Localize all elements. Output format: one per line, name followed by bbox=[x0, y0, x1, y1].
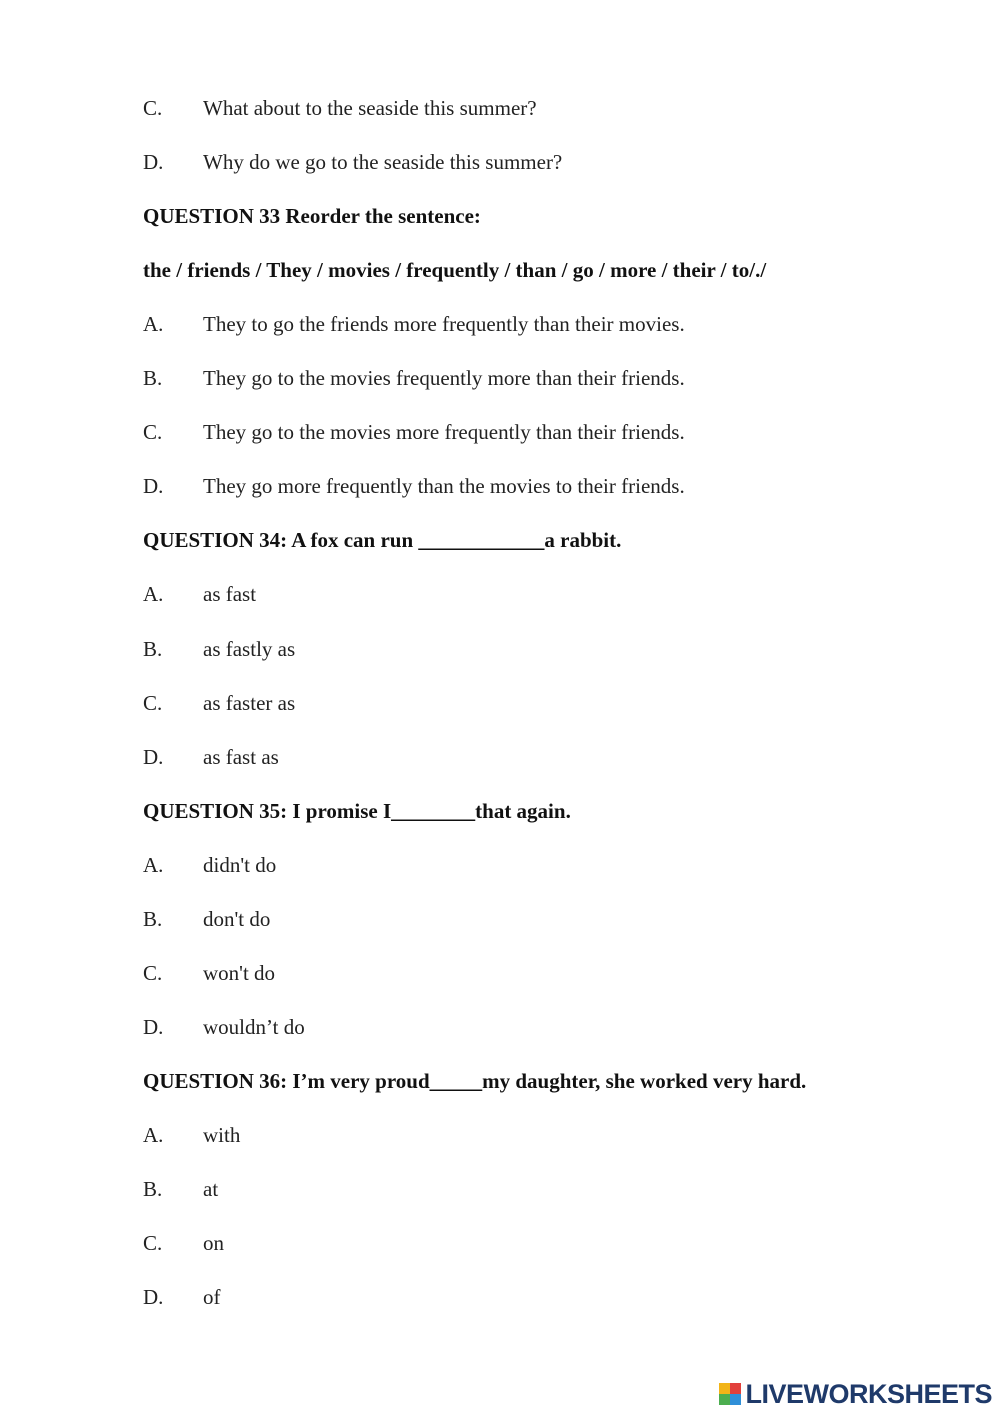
question-text: QUESTION 33 Reorder the sentence: bbox=[143, 204, 481, 228]
option-text: They to go the friends more frequently than their movies. bbox=[203, 312, 685, 336]
option-text: as fastly as bbox=[203, 637, 296, 661]
option-text: don't do bbox=[203, 907, 271, 931]
option-letter: D. bbox=[143, 474, 164, 498]
option-letter: C. bbox=[143, 961, 163, 985]
option-letter: A. bbox=[143, 312, 164, 336]
option-text: They go to the movies more frequently than their friends. bbox=[203, 420, 685, 444]
answer-option bbox=[143, 364, 685, 392]
answer-option bbox=[143, 959, 275, 987]
answer-option bbox=[143, 310, 685, 338]
liveworksheets-logo-icon bbox=[719, 1383, 741, 1405]
option-letter: B. bbox=[143, 907, 163, 931]
answer-option bbox=[143, 418, 685, 446]
option-text: as fast as bbox=[203, 745, 279, 769]
option-text: as faster as bbox=[203, 691, 296, 715]
answer-option bbox=[143, 1283, 221, 1311]
option-letter: B. bbox=[143, 1177, 163, 1201]
option-text: at bbox=[203, 1177, 219, 1201]
option-letter: A. bbox=[143, 582, 164, 606]
option-letter: C. bbox=[143, 1231, 163, 1255]
option-text: They go more frequently than the movies to their friends. bbox=[203, 474, 685, 498]
option-letter: B. bbox=[143, 637, 163, 661]
option-text: wouldn’t do bbox=[203, 1015, 305, 1039]
option-letter: C. bbox=[143, 691, 163, 715]
liveworksheets-wordmark: LIVEWORKSHEETS bbox=[745, 1378, 992, 1409]
answer-option bbox=[143, 472, 685, 500]
answer-option bbox=[143, 905, 270, 933]
question-text: QUESTION 36: I’m very proud_____my daughter, she worked very hard. bbox=[143, 1069, 807, 1093]
answer-option bbox=[143, 580, 256, 608]
answer-option bbox=[143, 851, 276, 879]
question-text: QUESTION 35: I promise I________that again. bbox=[143, 799, 571, 823]
option-letter: D. bbox=[143, 745, 164, 769]
option-text: What about to the seaside this summer? bbox=[203, 96, 537, 120]
answer-option bbox=[143, 1229, 224, 1257]
option-text: Why do we go to the seaside this summer? bbox=[203, 150, 563, 174]
option-letter: D. bbox=[143, 1015, 164, 1039]
option-text: on bbox=[203, 1231, 224, 1255]
option-letter: A. bbox=[143, 1123, 164, 1147]
question-text: the / friends / They / movies / frequently / than / go / more / their / to/./ bbox=[143, 258, 767, 282]
answer-option bbox=[143, 635, 295, 663]
option-letter: A. bbox=[143, 853, 164, 877]
answer-option bbox=[143, 1175, 218, 1203]
question-text: QUESTION 34: A fox can run ____________a rabbit. bbox=[143, 528, 622, 552]
answer-option bbox=[143, 743, 279, 771]
option-letter: C. bbox=[143, 96, 163, 120]
option-text: with bbox=[203, 1123, 241, 1147]
answer-option bbox=[143, 1013, 305, 1041]
answer-option bbox=[143, 148, 562, 176]
option-text: didn't do bbox=[203, 853, 277, 877]
option-letter: D. bbox=[143, 1285, 164, 1309]
answer-option bbox=[143, 689, 295, 717]
option-text: won't do bbox=[203, 961, 276, 985]
option-text: as fast bbox=[203, 582, 257, 606]
option-letter: B. bbox=[143, 366, 163, 390]
option-letter: D. bbox=[143, 150, 164, 174]
option-text: of bbox=[203, 1285, 221, 1309]
liveworksheets-logo bbox=[719, 1378, 992, 1409]
answer-option bbox=[143, 94, 537, 122]
answer-option bbox=[143, 1121, 240, 1149]
option-letter: C. bbox=[143, 420, 163, 444]
option-text: They go to the movies frequently more than their friends. bbox=[203, 366, 685, 390]
